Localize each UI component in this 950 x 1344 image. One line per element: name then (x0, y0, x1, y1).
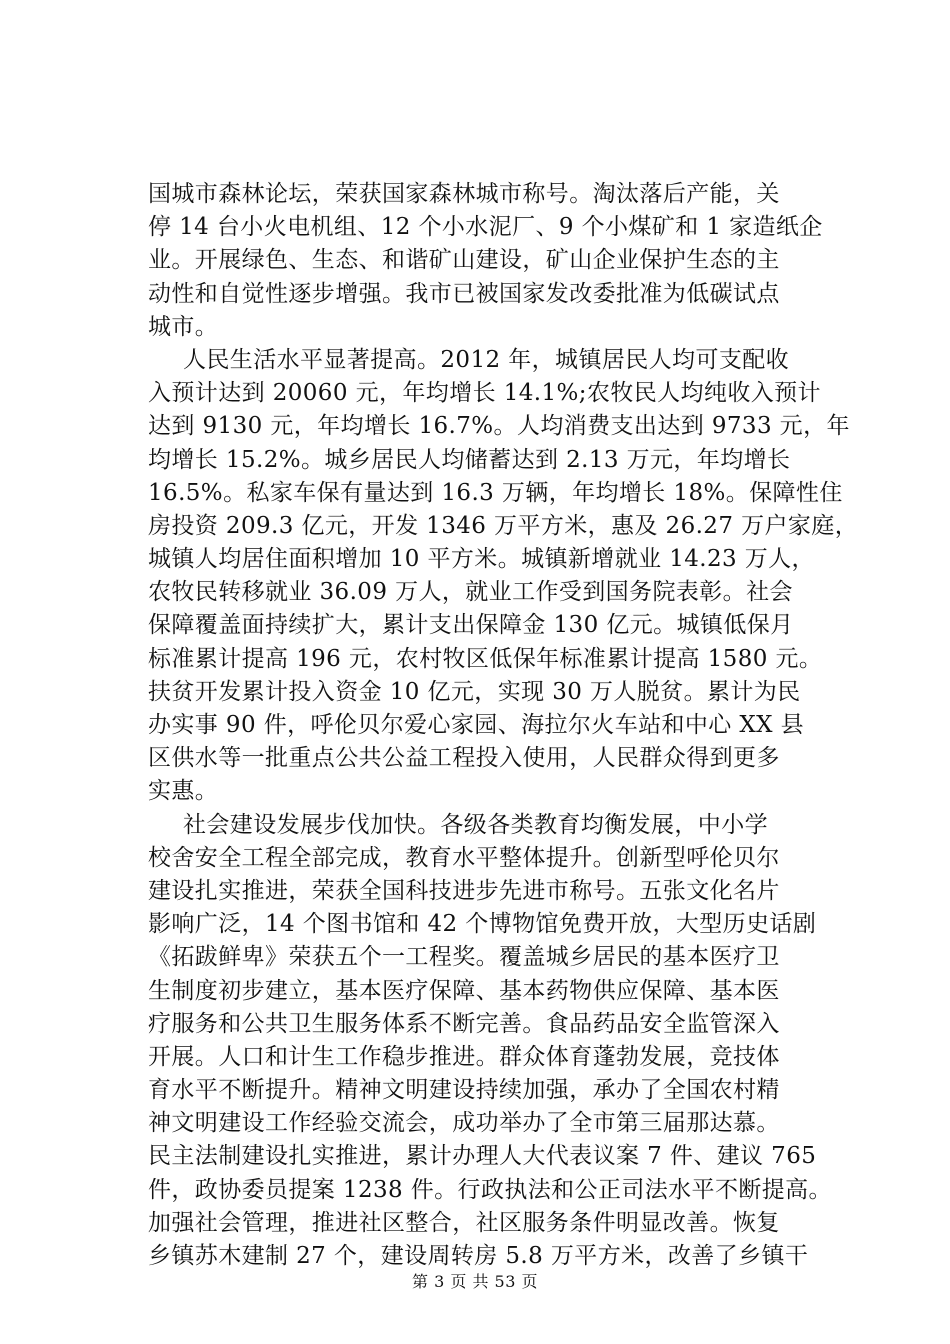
text-line: 动性和自觉性逐步增强。我市已被国家发改委批准为低碳试点 (148, 280, 780, 307)
paragraph-start-line: 社会建设发展步伐加快。各级各类教育均衡发展，中小学 (183, 811, 768, 838)
text-line: 入预计达到 20060 元，年均增长 14.1%;农牧民人均纯收入预计 (148, 380, 821, 407)
text-line: 国城市森林论坛，荣获国家森林城市称号。淘汰落后产能，关 (148, 181, 780, 207)
text-line: 开展。人口和计生工作稳步推进。群众体育蓬勃发展，竞技体 (148, 1043, 780, 1070)
text-line: 标准累计提高 196 元，农村牧区低保年标准累计提高 1580 元。 (148, 645, 823, 672)
text-line: 停 14 台小火电机组、12 个小水泥厂、9 个小煤矿和 1 家造纸企 (148, 214, 823, 241)
text-line: 校舍安全工程全部完成，教育水平整体提升。创新型呼伦贝尔 (148, 844, 780, 871)
paragraph-start-line: 人民生活水平显著提高。2012 年，城镇居民人均可支配收 (183, 346, 790, 373)
text-line: 达到 9130 元，年均增长 16.7%。人均消费支出达到 9733 元，年 (148, 413, 850, 440)
text-line: 加强社会管理，推进社区整合，社区服务条件明显改善。恢复 (148, 1209, 780, 1236)
text-line: 实惠。 (148, 778, 219, 805)
text-line: 乡镇苏木建制 27 个，建设周转房 5.8 万平方米，改善了乡镇干 (148, 1243, 809, 1269)
text-line: 育水平不断提升。精神文明建设持续加强，承办了全国农村精 (148, 1077, 780, 1104)
text-line: 均增长 15.2%。城乡居民人均储蓄达到 2.13 万元，年均增长 (148, 446, 791, 473)
text-line: 扶贫开发累计投入资金 10 亿元，实现 30 万人脱贫。累计为民 (148, 678, 801, 705)
text-line: 业。开展绿色、生态、和谐矿山建设，矿山企业保护生态的主 (148, 247, 780, 274)
text-line: 区供水等一批重点公共公益工程投入使用，人民群众得到更多 (148, 745, 780, 772)
text-line: 生制度初步建立，基本医疗保障、基本药物供应保障、基本医 (148, 977, 780, 1004)
text-line: 城市。 (148, 313, 219, 340)
text-line: 16.5%。私家车保有量达到 16.3 万辆，年均增长 18%。保障性住 (148, 479, 843, 506)
text-line: 房投资 209.3 亿元，开发 1346 万平方米，惠及 26.27 万户家庭， (148, 512, 859, 539)
text-line: 保障覆盖面持续扩大，累计支出保障金 130 亿元。城镇低保月 (148, 612, 794, 639)
text-line: 神文明建设工作经验交流会，成功举办了全市第三届那达慕。 (148, 1110, 780, 1137)
text-line: 城镇人均居住面积增加 10 平方米。城镇新增就业 14.23 万人， (148, 546, 815, 573)
text-line: 建设扎实推进，荣获全国科技进步先进市称号。五张文化名片 (148, 877, 780, 904)
text-line: 影响广泛，14 个图书馆和 42 个博物馆免费开放，大型历史话剧 (148, 911, 817, 938)
text-line: 《拓跋鲜卑》荣获五个一工程奖。覆盖城乡居民的基本医疗卫 (148, 944, 780, 971)
document-body (148, 178, 859, 1273)
page-number-footer: 第 3 页 共 53 页 (412, 1272, 538, 1291)
text-line: 疗服务和公共卫生服务体系不断完善。食品药品安全监管深入 (148, 1010, 780, 1037)
text-line: 农牧民转移就业 36.09 万人，就业工作受到国务院表彰。社会 (148, 579, 793, 606)
text-line: 办实事 90 件，呼伦贝尔爱心家园、海拉尔火车站和中心 XX 县 (148, 712, 805, 738)
text-line: 民主法制建设扎实推进，累计办理人大代表议案 7 件、建议 765 (148, 1143, 817, 1170)
text-line: 件，政协委员提案 1238 件。行政执法和公正司法水平不断提高。 (148, 1176, 832, 1203)
